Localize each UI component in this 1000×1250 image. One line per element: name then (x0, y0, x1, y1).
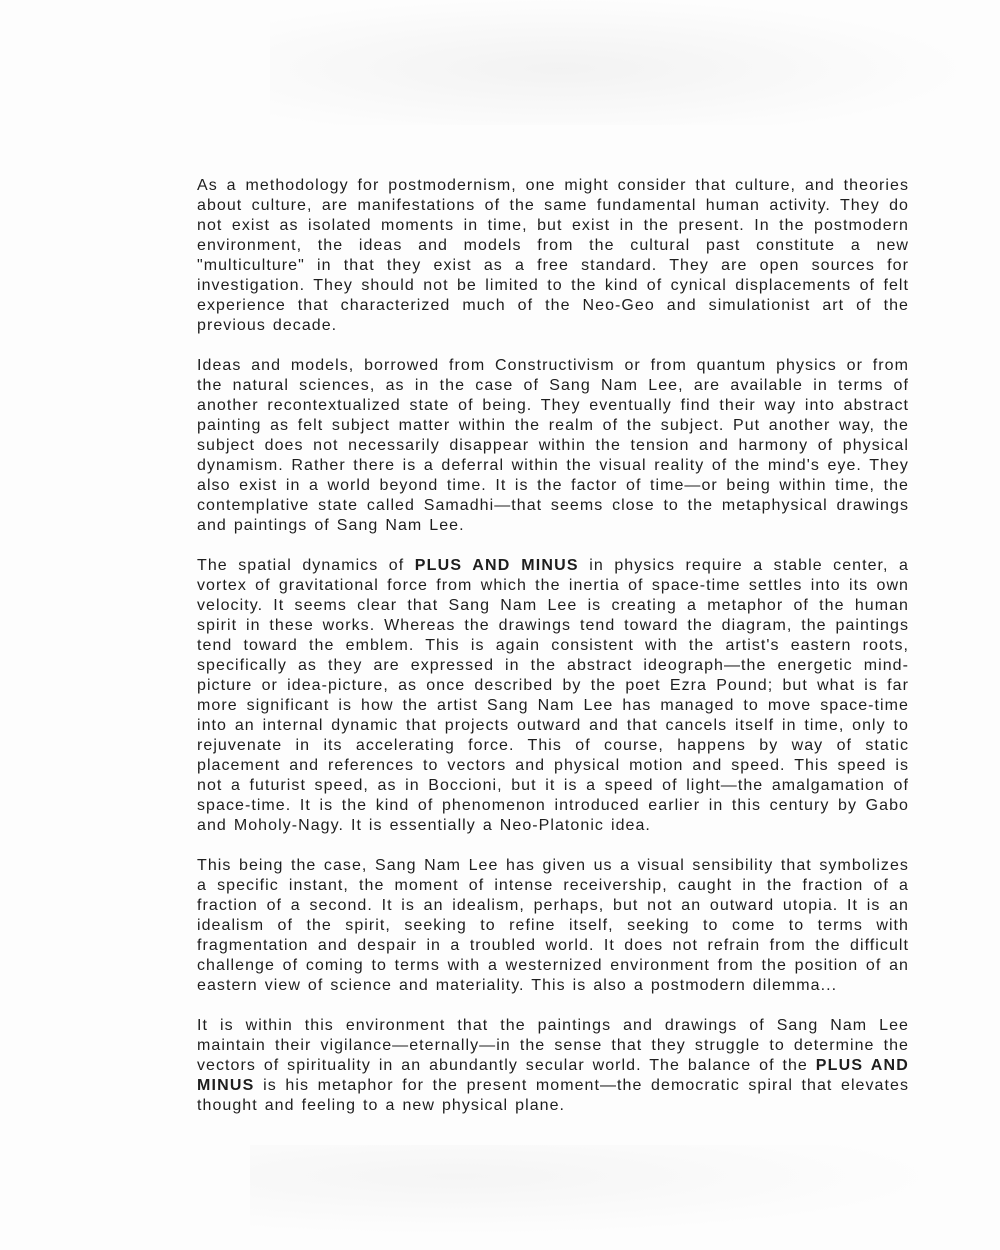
document-body (197, 176, 909, 1136)
scan-artifact-bottom (250, 1145, 940, 1235)
bold-emphasis: PLUS AND MINUS (197, 1057, 909, 1094)
paragraph-5 (197, 1016, 909, 1116)
paragraph-4 (197, 856, 909, 996)
text-run: in physics require a stable center, a vortex of gravitational force from which the inertia of space-time settles into its own velocity. It seems clear that Sang Nam Lee is creating a metaphor of the human spirit in these works. Whereas the drawings tend toward the diagram, the paintings tend toward the emblem. This is again consistent with the artist's eastern roots, specifically as they are expressed in the abstract ideograph—the energetic mind-picture or idea-picture, as once described by the poet Ezra Pound; but what is far more significant is how the artist Sang Nam Lee has managed to move space-time into an internal dynamic that projects outward and that cancels itself in time, only to rejuvenate in its accelerating force. This of course, happens by way of static placement and references to vectors and physical motion and speed. This speed is not a futurist speed, as in Boccioni, but it is a speed of light—the amalgamation of space-time. It is the kind of phenomenon introduced earlier in this century by Gabo and Moholy-Nagy. It is essentially a Neo-Platonic idea. (197, 557, 909, 834)
text-run: The spatial dynamics of (197, 557, 415, 574)
paragraph-1 (197, 176, 909, 336)
text-run: is his metaphor for the present moment—the democratic spiral that elevates thought and feeling to a new physical plane. (197, 1077, 909, 1114)
text-run: Ideas and models, borrowed from Constructivism or from quantum physics or from the natural sciences, as in the case of Sang Nam Lee, are available in terms of another recontextualized state of being. They eventually find their way into abstract painting as felt subject matter within the realm of the subject. Put another way, the subject does not necessarily disappear within the tension and harmony of physical dynamism. Rather there is a deferral within the visual reality of the mind's eye. They also exist in a world beyond time. It is the factor of time—or being within time, the contemplative state called Samadhi—that seems close to the metaphysical drawings and paintings of Sang Nam Lee. (197, 357, 909, 534)
paragraph-2 (197, 356, 909, 536)
text-run: It is within this environment that the paintings and drawings of Sang Nam Lee maintain their vigilance—eternally—in the sense that they struggle to determine the vectors of spirituality in an abundantly secular world. The balance of the (197, 1017, 909, 1074)
text-run: As a methodology for postmodernism, one might consider that culture, and theories about culture, are manifestations of the same fundamental human activity. They do not exist as isolated moments in time, but exist in the present. In the postmodern environment, the ideas and models from the cultural past constitute a new "multiculture" in that they exist as a free standard. They are open sources for investigation. They should not be limited to the kind of cynical displacements of felt experience that characterized much of the Neo-Geo and simulationist art of the previous decade. (197, 177, 909, 334)
scan-artifact-top (270, 0, 960, 125)
paragraph-3 (197, 556, 909, 836)
bold-emphasis: PLUS AND MINUS (414, 557, 579, 574)
text-run: This being the case, Sang Nam Lee has given us a visual sensibility that symbolizes a specific instant, the moment of intense receivership, caught in the fraction of a fraction of a second. It is an idealism, perhaps, but not an outward utopia. It is an idealism of the spirit, seeking to refine itself, seeking to come to terms with fragmentation and despair in a troubled world. It does not refrain from the difficult challenge of coming to terms with a westernized environment from the position of an eastern view of science and materiality. This is also a postmodern dilemma... (197, 857, 909, 994)
